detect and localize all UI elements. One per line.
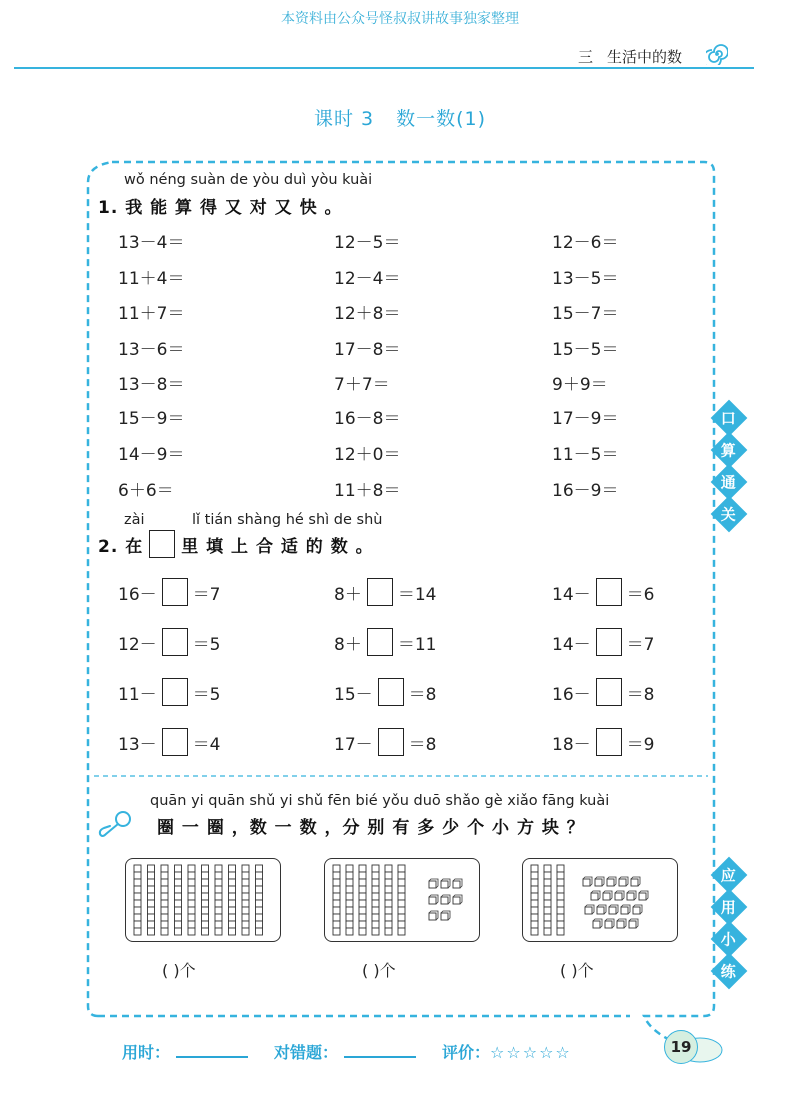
equation-right: ＝8 — [408, 734, 437, 755]
answer-box[interactable] — [596, 728, 622, 756]
equation-right: ＝8 — [626, 684, 655, 705]
equation-right: ＝8 — [408, 684, 437, 705]
equation: 7＋7＝ — [334, 375, 390, 395]
ten-rod — [202, 865, 209, 935]
fill-blank-equation — [334, 678, 436, 706]
unit-cube — [583, 877, 592, 886]
unit-cube — [591, 891, 600, 900]
fill-blank-equation — [552, 628, 654, 656]
time-label: 用时： — [122, 1043, 171, 1062]
q2-title-prefix: 2. 在 — [98, 536, 144, 557]
time-blank[interactable] — [176, 1042, 248, 1058]
page-number: 19 — [664, 1030, 698, 1064]
equation-left: 17－ — [334, 734, 373, 755]
equation: 15－5＝ — [552, 340, 619, 360]
equation-right: ＝5 — [192, 634, 221, 655]
equation-left: 14－ — [552, 584, 591, 605]
side-tabs-practice — [716, 862, 742, 984]
unit-cube — [603, 891, 612, 900]
equation: 6＋6＝ — [118, 481, 174, 501]
equation: 16－9＝ — [552, 481, 619, 501]
equation: 12＋0＝ — [334, 445, 401, 465]
equation-left: 14－ — [552, 634, 591, 655]
unit-cube — [621, 905, 630, 914]
equation: 14－9＝ — [118, 445, 185, 465]
equation: 12－6＝ — [552, 233, 619, 253]
ten-rod — [256, 865, 263, 935]
equation-left: 16－ — [118, 584, 157, 605]
unit-cube — [593, 919, 602, 928]
fill-blank-equation — [118, 628, 220, 656]
answer-box[interactable] — [596, 678, 622, 706]
equation-right: ＝9 — [626, 734, 655, 755]
section-name: 生活中的数 — [607, 48, 683, 66]
section-number: 三 — [578, 48, 594, 66]
unit-cube — [441, 895, 450, 904]
side-tab-2: 算 — [711, 432, 748, 469]
equation: 13－5＝ — [552, 269, 619, 289]
side-tab-4: 关 — [711, 496, 748, 533]
fill-blank-equation — [334, 628, 436, 656]
answer-box[interactable] — [367, 578, 393, 606]
fill-blank-equation — [334, 728, 436, 756]
answer-box[interactable] — [162, 628, 188, 656]
q1-title: 1. 我 能 算 得 又 对 又 快 。 — [98, 198, 343, 218]
side-tab-8: 练 — [711, 953, 748, 990]
equation: 9＋9＝ — [552, 375, 608, 395]
lesson-name: 数一数(1) — [396, 108, 487, 130]
unit-cube — [617, 919, 626, 928]
unit-cube — [585, 905, 594, 914]
ten-rod — [346, 865, 353, 935]
unit-cube — [629, 919, 638, 928]
equation-left: 16－ — [552, 684, 591, 705]
equation-left: 8＋ — [334, 584, 362, 605]
equation: 11＋7＝ — [118, 304, 185, 324]
equation: 12－5＝ — [334, 233, 401, 253]
equation-left: 12－ — [118, 634, 157, 655]
side-tab-7: 小 — [711, 921, 748, 958]
fill-blank-equation — [552, 728, 654, 756]
ten-rod — [242, 865, 249, 935]
q2-pinyin-rest: lǐ tián shàng hé shì de shù — [192, 512, 383, 528]
side-tabs-oral — [716, 405, 742, 527]
equation: 15－9＝ — [118, 409, 185, 429]
ten-rod — [161, 865, 168, 935]
q2-title — [98, 530, 374, 558]
footer — [122, 1040, 572, 1063]
equation: 17－8＝ — [334, 340, 401, 360]
equation: 13－8＝ — [118, 375, 185, 395]
equation-right: ＝11 — [397, 634, 437, 655]
answer-blank-1[interactable]: ( )个 — [162, 961, 196, 980]
unit-cube — [607, 877, 616, 886]
ten-rod — [175, 865, 182, 935]
answer-blank-3[interactable]: ( )个 — [560, 961, 594, 980]
unit-cube — [597, 905, 606, 914]
fill-blank-equation — [552, 678, 654, 706]
unit-cube — [605, 919, 614, 928]
unit-cube — [453, 895, 462, 904]
side-tab-6: 用 — [711, 889, 748, 926]
equation: 16－8＝ — [334, 409, 401, 429]
unit-cube — [627, 891, 636, 900]
ten-rod — [134, 865, 141, 935]
equation: 13－6＝ — [118, 340, 185, 360]
unit-cube — [441, 879, 450, 888]
ten-rod — [148, 865, 155, 935]
q1-pinyin: wǒ néng suàn de yòu duì yòu kuài — [124, 172, 373, 188]
answer-blank-2[interactable]: ( )个 — [362, 961, 396, 980]
q2-title-suffix: 里 填 上 合 适 的 数 。 — [181, 536, 374, 557]
q3-pinyin: quān yi quān shǔ yi shǔ fēn bié yǒu duō shǎo gè xiǎo fāng kuài — [150, 793, 610, 809]
side-tab-5: 应 — [711, 857, 748, 894]
equation-right: ＝6 — [626, 584, 655, 605]
answer-box[interactable] — [378, 678, 404, 706]
rating-label: 评价： — [442, 1043, 491, 1062]
fill-blank-equation — [118, 678, 220, 706]
equation: 11＋8＝ — [334, 481, 401, 501]
unit-cube — [633, 905, 642, 914]
equation-left: 18－ — [552, 734, 591, 755]
unit-cube — [429, 879, 438, 888]
ten-rod — [229, 865, 236, 935]
watermark-text: 本资料由公众号怪叔叔讲故事独家整理 — [281, 11, 519, 27]
answer-box[interactable] — [162, 578, 188, 606]
unit-cube — [615, 891, 624, 900]
unit-cube — [429, 911, 438, 920]
ten-rod — [188, 865, 195, 935]
equation: 11－5＝ — [552, 445, 619, 465]
fill-blank-equation — [552, 578, 654, 606]
fill-blank-equation — [118, 728, 220, 756]
ten-rod — [372, 865, 379, 935]
ten-rod — [544, 865, 551, 935]
equation: 15－7＝ — [552, 304, 619, 324]
errors-label: 对错题： — [274, 1043, 339, 1062]
ten-rod — [385, 865, 392, 935]
errors-blank[interactable] — [344, 1042, 416, 1058]
magnifier-hand-icon — [96, 808, 136, 842]
q2-pinyin-zai: zài — [124, 512, 145, 528]
answer-box[interactable] — [596, 628, 622, 656]
equation-right: ＝14 — [397, 584, 437, 605]
ten-rod — [215, 865, 222, 935]
equation-right: ＝5 — [192, 684, 221, 705]
side-tab-3: 通 — [711, 464, 748, 501]
rating-stars[interactable]: ☆☆☆☆☆ — [490, 1043, 572, 1062]
equation: 12－4＝ — [334, 269, 401, 289]
answer-box[interactable] — [367, 628, 393, 656]
side-tab-1: 口 — [711, 400, 748, 437]
equation-left: 15－ — [334, 684, 373, 705]
answer-box[interactable] — [596, 578, 622, 606]
equation: 17－9＝ — [552, 409, 619, 429]
ten-rod — [398, 865, 405, 935]
q3-title: 圈 一 圈 ，数 一 数 ，分 别 有 多 少 个 小 方 块 ？ — [157, 818, 585, 838]
fill-blank-equation — [334, 578, 436, 606]
equation-left: 11－ — [118, 684, 157, 705]
equation: 11＋4＝ — [118, 269, 185, 289]
ten-rod — [557, 865, 564, 935]
block-picture-3 — [522, 858, 678, 942]
q2-title-box — [149, 530, 175, 558]
unit-cube — [453, 879, 462, 888]
block-picture-2 — [324, 858, 480, 942]
equation-left: 13－ — [118, 734, 157, 755]
answer-box[interactable] — [162, 728, 188, 756]
equation-right: ＝7 — [626, 634, 655, 655]
unit-cube — [429, 895, 438, 904]
ten-rod — [531, 865, 538, 935]
unit-cube — [609, 905, 618, 914]
equation-right: ＝7 — [192, 584, 221, 605]
unit-cube — [619, 877, 628, 886]
answer-box[interactable] — [162, 678, 188, 706]
equation-right: ＝4 — [192, 734, 221, 755]
equation-left: 8＋ — [334, 634, 362, 655]
ten-rod — [333, 865, 340, 935]
unit-cube — [595, 877, 604, 886]
lesson-label: 课时 3 — [313, 108, 375, 130]
block-picture-1 — [125, 858, 281, 942]
unit-cube — [441, 911, 450, 920]
equation: 12＋8＝ — [334, 304, 401, 324]
unit-cube — [631, 877, 640, 886]
ten-rod — [359, 865, 366, 935]
unit-cube — [639, 891, 648, 900]
answer-box[interactable] — [378, 728, 404, 756]
equation: 13－4＝ — [118, 233, 185, 253]
fill-blank-equation — [118, 578, 220, 606]
